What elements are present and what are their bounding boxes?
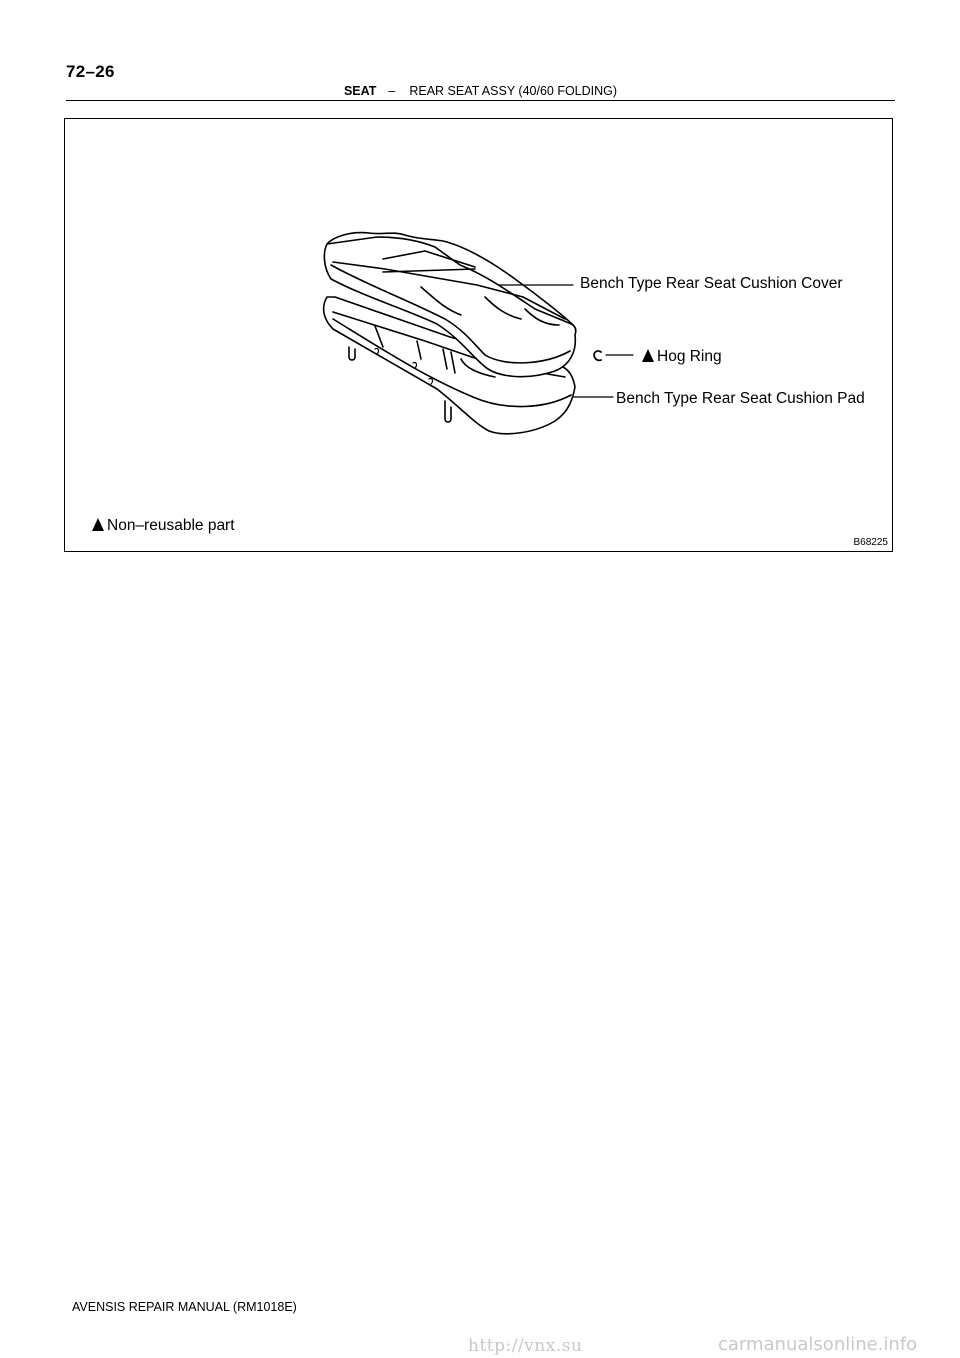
- header-separator: –: [388, 84, 396, 98]
- pad-hook-left: [349, 347, 355, 360]
- hog-ring-icon: [594, 351, 601, 360]
- page-number: 72–26: [66, 62, 115, 81]
- header-section: SEAT: [343, 84, 377, 98]
- seat-illustration: [65, 119, 891, 550]
- header-subtitle: REAR SEAT ASSY (40/60 FOLDING): [409, 84, 618, 98]
- figure-frame: [64, 118, 893, 552]
- manual-footer: AVENSIS REPAIR MANUAL (RM1018E): [72, 1300, 297, 1314]
- legend-triangle-icon: [92, 518, 104, 531]
- label-cushion-pad: Bench Type Rear Seat Cushion Pad: [616, 390, 865, 407]
- legend-non-reusable: [92, 517, 235, 535]
- header-rule: [66, 100, 895, 101]
- pad-hook-right: [445, 401, 451, 422]
- non-reusable-triangle-icon: [642, 349, 654, 362]
- watermark-carmanuals[interactable]: carmanualsonline.info: [718, 1334, 918, 1355]
- figure-code: B68225: [853, 537, 888, 548]
- label-hog-ring-text: Hog Ring: [657, 348, 722, 365]
- watermark-vnx[interactable]: http://vnx.su: [468, 1336, 583, 1356]
- label-cushion-cover: Bench Type Rear Seat Cushion Cover: [580, 275, 843, 292]
- label-hog-ring: [642, 348, 722, 366]
- legend-text: Non–reusable part: [107, 517, 235, 534]
- header-title: [66, 84, 895, 98]
